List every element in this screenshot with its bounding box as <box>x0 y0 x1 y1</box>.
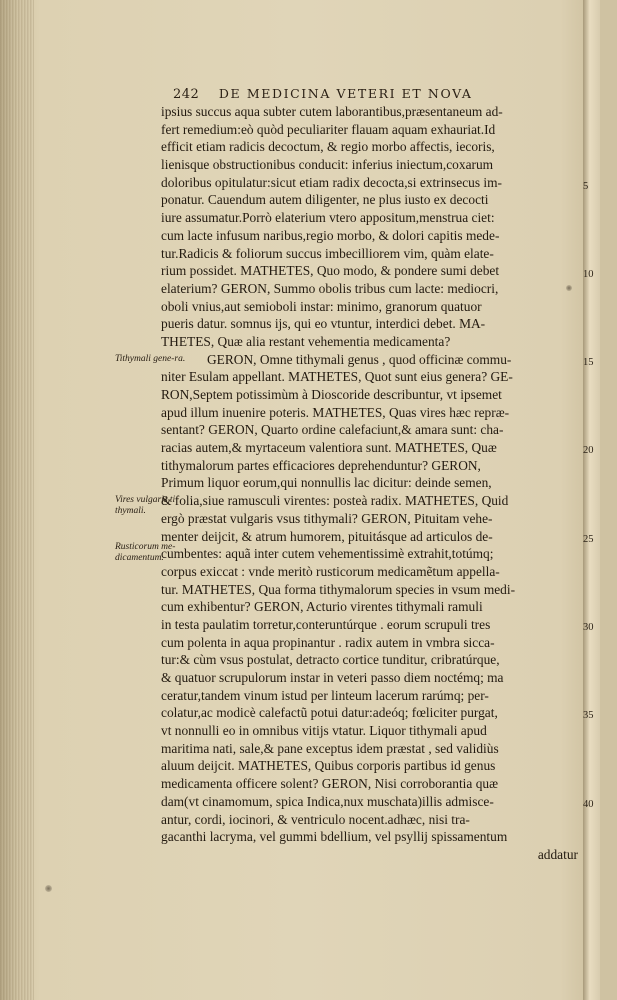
text-line: tur. MATHETES, Qua forma tithymalorum species in vsum medi- <box>161 581 516 597</box>
text-line: menter deijcit, & atrum humorem, pituitásque ad articulos de- <box>161 528 493 544</box>
text-line: medicamenta officere solent? GERON, Nisi corroborantia quæ <box>161 776 499 792</box>
text-line: fert remedium:eò quòd peculiariter flauam aquam exhauriat.Id <box>161 121 496 137</box>
text-line: elaterium? GERON, Summo obolis tribus cum lacte: mediocri, <box>161 280 499 296</box>
text-line: iure assumatur.Porrò elaterium vtero appositum,menstrua ciet: <box>161 210 495 226</box>
line-number: 25 <box>583 534 594 545</box>
text-line: maritima nati, sale,& pane exceptus idem præstat , sed validiùs <box>161 740 499 756</box>
line-number: 30 <box>583 622 594 633</box>
text-line: ergò præstat vulgaris vsus tithymali? GERON, Pituitam vehe- <box>161 510 493 526</box>
text-line: antur, cordi, iocinori, & ventriculo nocent.adhæc, nisi tra- <box>161 811 470 827</box>
text-line: niter Esulam appellant. MATHETES, Quot sunt eius genera? GE- <box>161 369 513 385</box>
text-line: pueris datur. somnus ijs, qui eo vtuntur, interdici debet. MA- <box>161 316 486 332</box>
text-line: cum polenta in aqua propinantur . radix autem in vmbra sicca- <box>161 634 495 650</box>
text-line: THETES, Quæ alia restant vehementia medicamenta? <box>161 333 451 349</box>
text-line: gacanthi lacryma, vel gummi bdellium, vel psyllij spissamentum <box>161 829 508 845</box>
text-line: racias autem,& myrtaceum valentiora sunt. MATHETES, Quæ <box>161 440 497 456</box>
line-number: 20 <box>583 445 594 456</box>
text-line: rium possidet. MATHETES, Quo modo, & pondere sumi debet <box>161 263 500 279</box>
text-line: & quatuor scrupulorum instar in veteri passo diem noctémq; ma <box>161 670 504 685</box>
line-number: 35 <box>583 710 594 721</box>
text-line: oboli vnius,aut semioboli instar: minimo, granorum quatuor <box>161 298 482 314</box>
text-line: lienisque obstructionibus conducit: inferius iniectum,coxarum <box>161 157 494 173</box>
page-number: 242 <box>173 87 200 102</box>
text-line: ceratur,tandem vinum istud per linteum lacerum rarúmq; per- <box>161 687 489 703</box>
text-line: efficit etiam radicis decoctum, & regio morbo affectis, iecoris, <box>161 139 495 155</box>
text-line: aluum deijcit. MATHETES, Quibus corporis partibus id genus <box>161 758 496 774</box>
text-line: GERON, Omne tithymali genus , quod officinæ commu- <box>207 351 512 367</box>
line-number: 40 <box>583 799 594 810</box>
text-line: cum lacte infusum naribus,regio morbo, & dolori capitis mede- <box>161 227 500 243</box>
catchword: addatur <box>537 846 578 862</box>
line-number: 15 <box>583 357 594 368</box>
text-line: tur.Radicis & foliorum succus imbecilliorem vim, quàm elate- <box>161 245 494 261</box>
margin-note-vires-tithymali: Vires vulgaris ti thymali. <box>115 495 176 516</box>
line-number: 5 <box>583 181 589 192</box>
text-line: & folia,siue ramusculi virentes: posteà radix. MATHETES, Quid <box>161 493 509 509</box>
text-line: corpus exiccat : vnde meritò rusticorum medicamẽtum appella- <box>161 563 500 579</box>
text-line: cumbentes: aquã inter cutem vehementissimè extrahit,totúmq; <box>161 546 494 562</box>
page-gutter-shadow <box>0 0 34 1000</box>
text-line: colatur,ac modicè calefactũ potui datur:adeóq; fœliciter purgat, <box>161 705 498 721</box>
text-line: cum exhibentur? GERON, Acturio virentes tithymali ramuli <box>161 599 483 615</box>
text-line: RON,Septem potissimùm à Dioscoride describuntur, vt ipsemet <box>161 387 502 402</box>
text-line: tur:& cùm vsus postulat, detracto cortice tunditur, cribratúrque, <box>161 652 500 668</box>
running-title: DE MEDICINA VETERI ET NOVA <box>218 86 473 101</box>
text-line: ponatur. Cauendum autem diligenter, ne plus iusto ex decocti <box>161 192 489 208</box>
text-line: sentant? GERON, Quarto ordine calefaciunt,& amara sunt: cha- <box>161 422 504 438</box>
ink-spot <box>45 885 52 892</box>
margin-note-tithymali-genera: Tithymali gene-ra. <box>115 354 186 364</box>
running-header <box>173 86 593 102</box>
text-line: dam(vt cinamomum, spica Indica,nux muschata)illis admisce- <box>161 793 494 809</box>
text-line: tithymalorum partes efficaciores deprehenduntur? GERON, <box>161 457 481 473</box>
text-line: ipsius succus aqua subter cutem laborantibus,præsentaneum ad- <box>161 104 503 119</box>
text-line: in testa paulatim torretur,conteruntúrque . eorum scrupuli tres <box>161 616 491 632</box>
margin-note-rusticorum: Rusticorum me-dicamentum. <box>115 542 176 563</box>
text-line: Primum liquor eorum,qui nonnullis lac dicitur: deinde semen, <box>161 475 492 491</box>
line-number: 10 <box>583 269 594 280</box>
text-line: apud illum inuenire poteris. MATHETES, Quas vires hæc repræ- <box>161 404 510 420</box>
text-line: vt nonnulli eo in omnibus vitijs vtatur. Liquor tithymali apud <box>161 723 487 739</box>
ink-spot <box>566 285 572 291</box>
text-line: doloribus opitulatur:sicut etiam radix decocta,si extrinsecus im- <box>161 174 503 190</box>
